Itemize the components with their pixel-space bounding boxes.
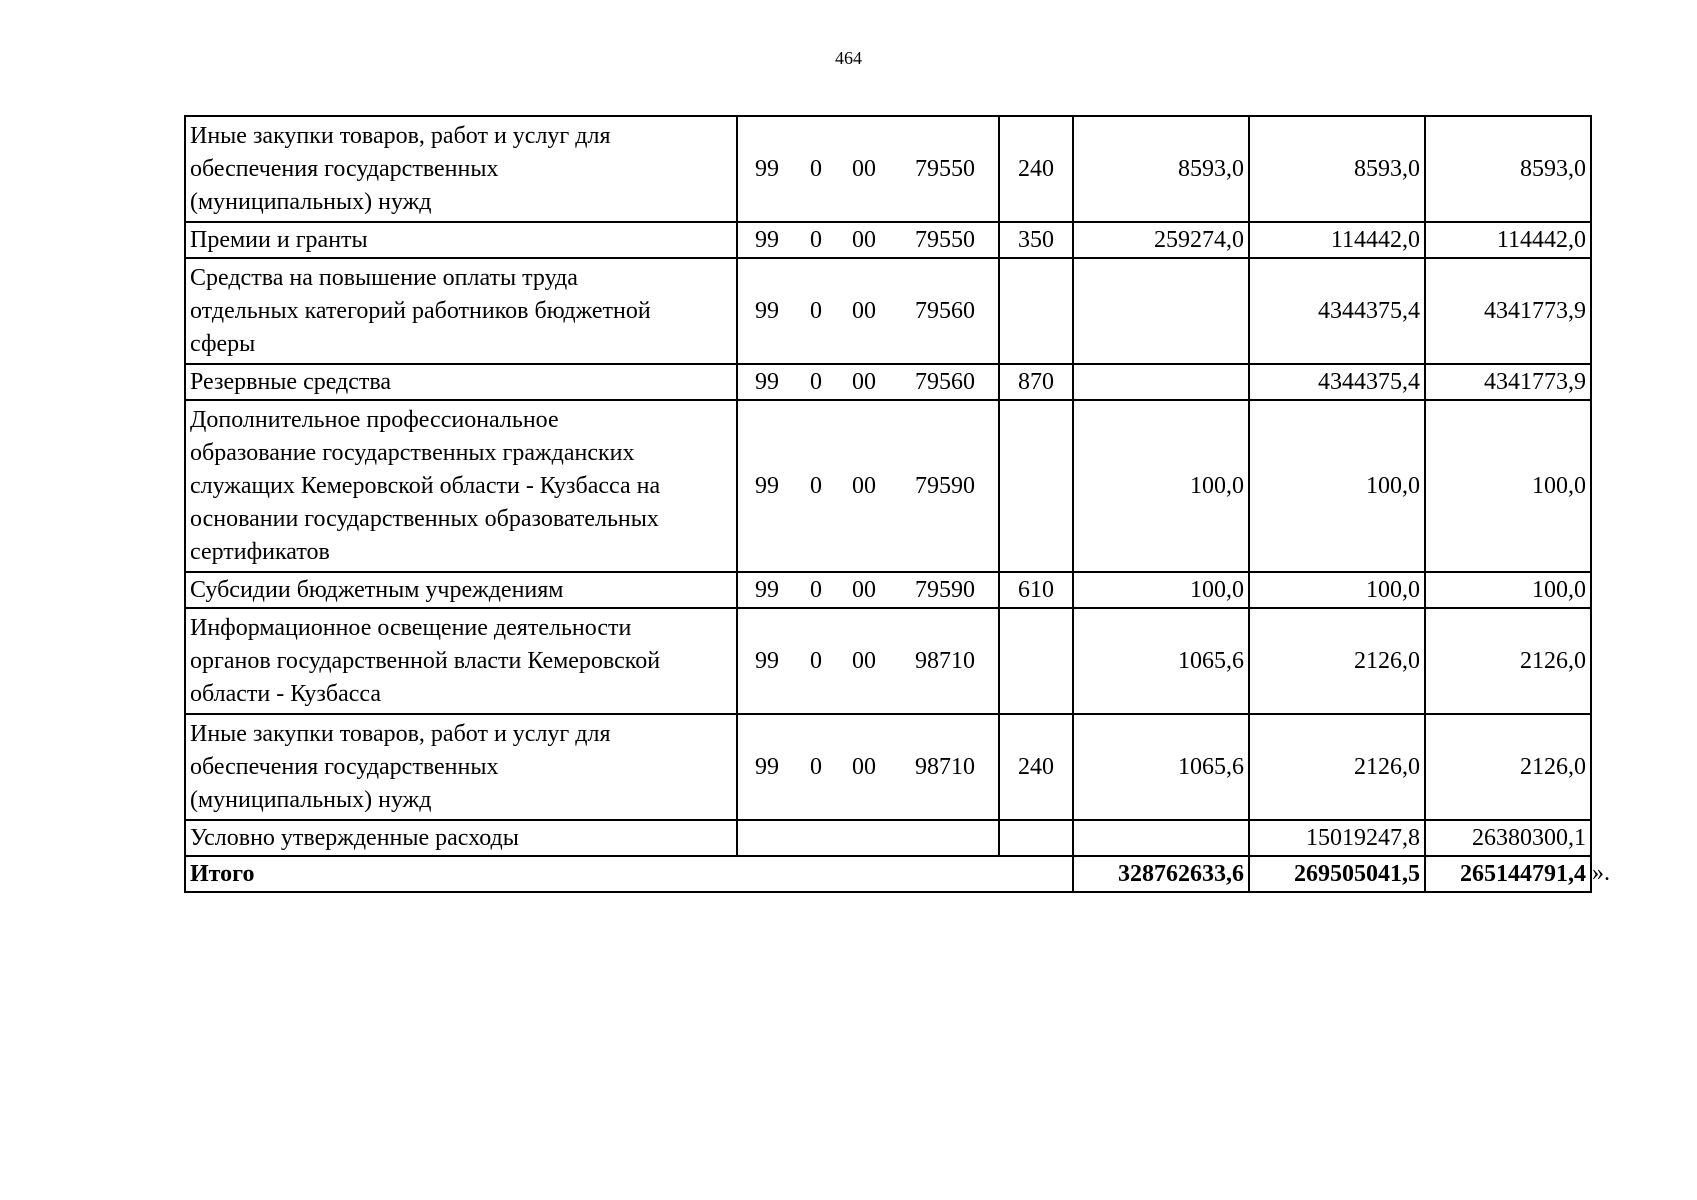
amount-year-1	[1073, 820, 1249, 856]
expense-name-line: образование государственных гражданских	[190, 439, 635, 466]
program-code: 99	[755, 368, 779, 395]
amount-year-3: 8593,0	[1425, 116, 1591, 222]
expense-type-code: 350	[999, 222, 1073, 258]
expense-name	[185, 222, 737, 258]
table-row	[185, 572, 1591, 608]
expense-name-line: служащих Кемеровской области - Кузбасса на	[190, 472, 661, 499]
conditional-expenses-row	[185, 820, 1591, 856]
expense-name-line: области - Кузбасса	[190, 680, 382, 707]
main-event-code: 00	[852, 647, 876, 674]
direction-code: 79590	[915, 472, 975, 499]
amount-year-2: 114442,0	[1249, 222, 1425, 258]
expense-name-line: обеспечения государственных	[190, 753, 499, 780]
table-row	[185, 364, 1591, 400]
expense-name-line: сферы	[190, 330, 256, 357]
expense-name-line: Резервные средства	[190, 368, 392, 395]
expense-name-line: органов государственной власти Кемеровской	[190, 647, 661, 674]
amount-year-1: 100,0	[1073, 572, 1249, 608]
total-label: Итого	[185, 856, 1073, 892]
closing-quote: ».	[1592, 860, 1610, 886]
amount-year-3: 4341773,9	[1425, 258, 1591, 364]
expense-name-line: отдельных категорий работников бюджетной	[190, 297, 651, 324]
amount-year-3: 100,0	[1425, 400, 1591, 572]
target-article-code	[737, 222, 999, 258]
amount-year-1: 100,0	[1073, 400, 1249, 572]
amount-year-1: 8593,0	[1073, 116, 1249, 222]
amount-year-3: 4341773,9	[1425, 364, 1591, 400]
direction-code: 79560	[915, 368, 975, 395]
conditional-expenses-label: Условно утвержденные расходы	[185, 820, 737, 856]
expense-name-line: (муниципальных) нужд	[190, 786, 432, 813]
expense-name	[185, 400, 737, 572]
expense-name-line: обеспечения государственных	[190, 155, 499, 182]
amount-year-2: 100,0	[1249, 400, 1425, 572]
amount-year-3: 114442,0	[1425, 222, 1591, 258]
expense-name	[185, 116, 737, 222]
table-row	[185, 116, 1591, 222]
direction-code: 98710	[915, 753, 975, 780]
table-row	[185, 608, 1591, 714]
page-number: 464	[835, 48, 862, 68]
amount-year-2: 2126,0	[1249, 608, 1425, 714]
subprogram-code: 0	[810, 753, 822, 780]
expense-name-line: Иные закупки товаров, работ и услуг для	[190, 122, 611, 149]
program-code: 99	[755, 226, 779, 253]
subprogram-code: 0	[810, 472, 822, 499]
subprogram-code: 0	[810, 155, 822, 182]
total-amount-year-3: 265144791,4	[1425, 856, 1591, 892]
amount-year-1	[1073, 364, 1249, 400]
expense-type-code: 610	[999, 572, 1073, 608]
main-event-code: 00	[852, 155, 876, 182]
expense-type-code: 870	[999, 364, 1073, 400]
expense-name-line: Средства на повышение оплаты труда	[190, 264, 578, 291]
budget-table	[184, 115, 1592, 893]
expense-name-line: (муниципальных) нужд	[190, 188, 432, 215]
total-row	[185, 856, 1591, 892]
direction-code: 79550	[915, 155, 975, 182]
main-event-code: 00	[852, 297, 876, 324]
total-amount-year-2: 269505041,5	[1249, 856, 1425, 892]
amount-year-1	[1073, 258, 1249, 364]
expense-name-line: Дополнительное профессиональное	[190, 406, 559, 433]
program-code: 99	[755, 155, 779, 182]
main-event-code: 00	[852, 368, 876, 395]
amount-year-2: 8593,0	[1249, 116, 1425, 222]
amount-year-2: 15019247,8	[1249, 820, 1425, 856]
expense-type-code	[999, 400, 1073, 572]
expense-type-code	[999, 820, 1073, 856]
expense-name-line: Премии и гранты	[190, 226, 368, 253]
main-event-code: 00	[852, 472, 876, 499]
expense-name-line: основании государственных образовательных	[190, 505, 659, 532]
amount-year-2: 2126,0	[1249, 714, 1425, 820]
program-code: 99	[755, 297, 779, 324]
subprogram-code: 0	[810, 368, 822, 395]
amount-year-3: 2126,0	[1425, 714, 1591, 820]
amount-year-2: 4344375,4	[1249, 364, 1425, 400]
program-code: 99	[755, 647, 779, 674]
expense-name-line: сертификатов	[190, 538, 330, 565]
expense-name	[185, 608, 737, 714]
expense-name	[185, 572, 737, 608]
table-row	[185, 400, 1591, 572]
target-article-code	[737, 364, 999, 400]
amount-year-3: 26380300,1	[1425, 820, 1591, 856]
target-article-code	[737, 258, 999, 364]
amount-year-3: 100,0	[1425, 572, 1591, 608]
direction-code: 79560	[915, 297, 975, 324]
amount-year-1: 1065,6	[1073, 714, 1249, 820]
subprogram-code: 0	[810, 226, 822, 253]
target-article-code	[737, 116, 999, 222]
expense-type-code: 240	[999, 714, 1073, 820]
target-article-code	[737, 608, 999, 714]
program-code: 99	[755, 472, 779, 499]
expense-name	[185, 714, 737, 820]
expense-name-line: Информационное освещение деятельности	[190, 614, 632, 641]
target-article-code	[737, 400, 999, 572]
direction-code: 79550	[915, 226, 975, 253]
total-amount-year-1: 328762633,6	[1073, 856, 1249, 892]
table-row	[185, 258, 1591, 364]
main-event-code: 00	[852, 753, 876, 780]
expense-type-code	[999, 608, 1073, 714]
expense-type-code: 240	[999, 116, 1073, 222]
direction-code: 79590	[915, 576, 975, 603]
target-article-code	[737, 820, 999, 856]
target-article-code	[737, 714, 999, 820]
program-code: 99	[755, 753, 779, 780]
expense-name	[185, 364, 737, 400]
table-row	[185, 222, 1591, 258]
target-article-code	[737, 572, 999, 608]
subprogram-code: 0	[810, 647, 822, 674]
amount-year-2: 4344375,4	[1249, 258, 1425, 364]
amount-year-3: 2126,0	[1425, 608, 1591, 714]
main-event-code: 00	[852, 576, 876, 603]
subprogram-code: 0	[810, 576, 822, 603]
direction-code: 98710	[915, 647, 975, 674]
subprogram-code: 0	[810, 297, 822, 324]
expense-name	[185, 258, 737, 364]
amount-year-2: 100,0	[1249, 572, 1425, 608]
expense-name-line: Иные закупки товаров, работ и услуг для	[190, 720, 611, 747]
amount-year-1: 1065,6	[1073, 608, 1249, 714]
main-event-code: 00	[852, 226, 876, 253]
expense-type-code	[999, 258, 1073, 364]
table-row	[185, 714, 1591, 820]
expense-name-line: Субсидии бюджетным учреждениям	[190, 576, 564, 603]
amount-year-1: 259274,0	[1073, 222, 1249, 258]
program-code: 99	[755, 576, 779, 603]
